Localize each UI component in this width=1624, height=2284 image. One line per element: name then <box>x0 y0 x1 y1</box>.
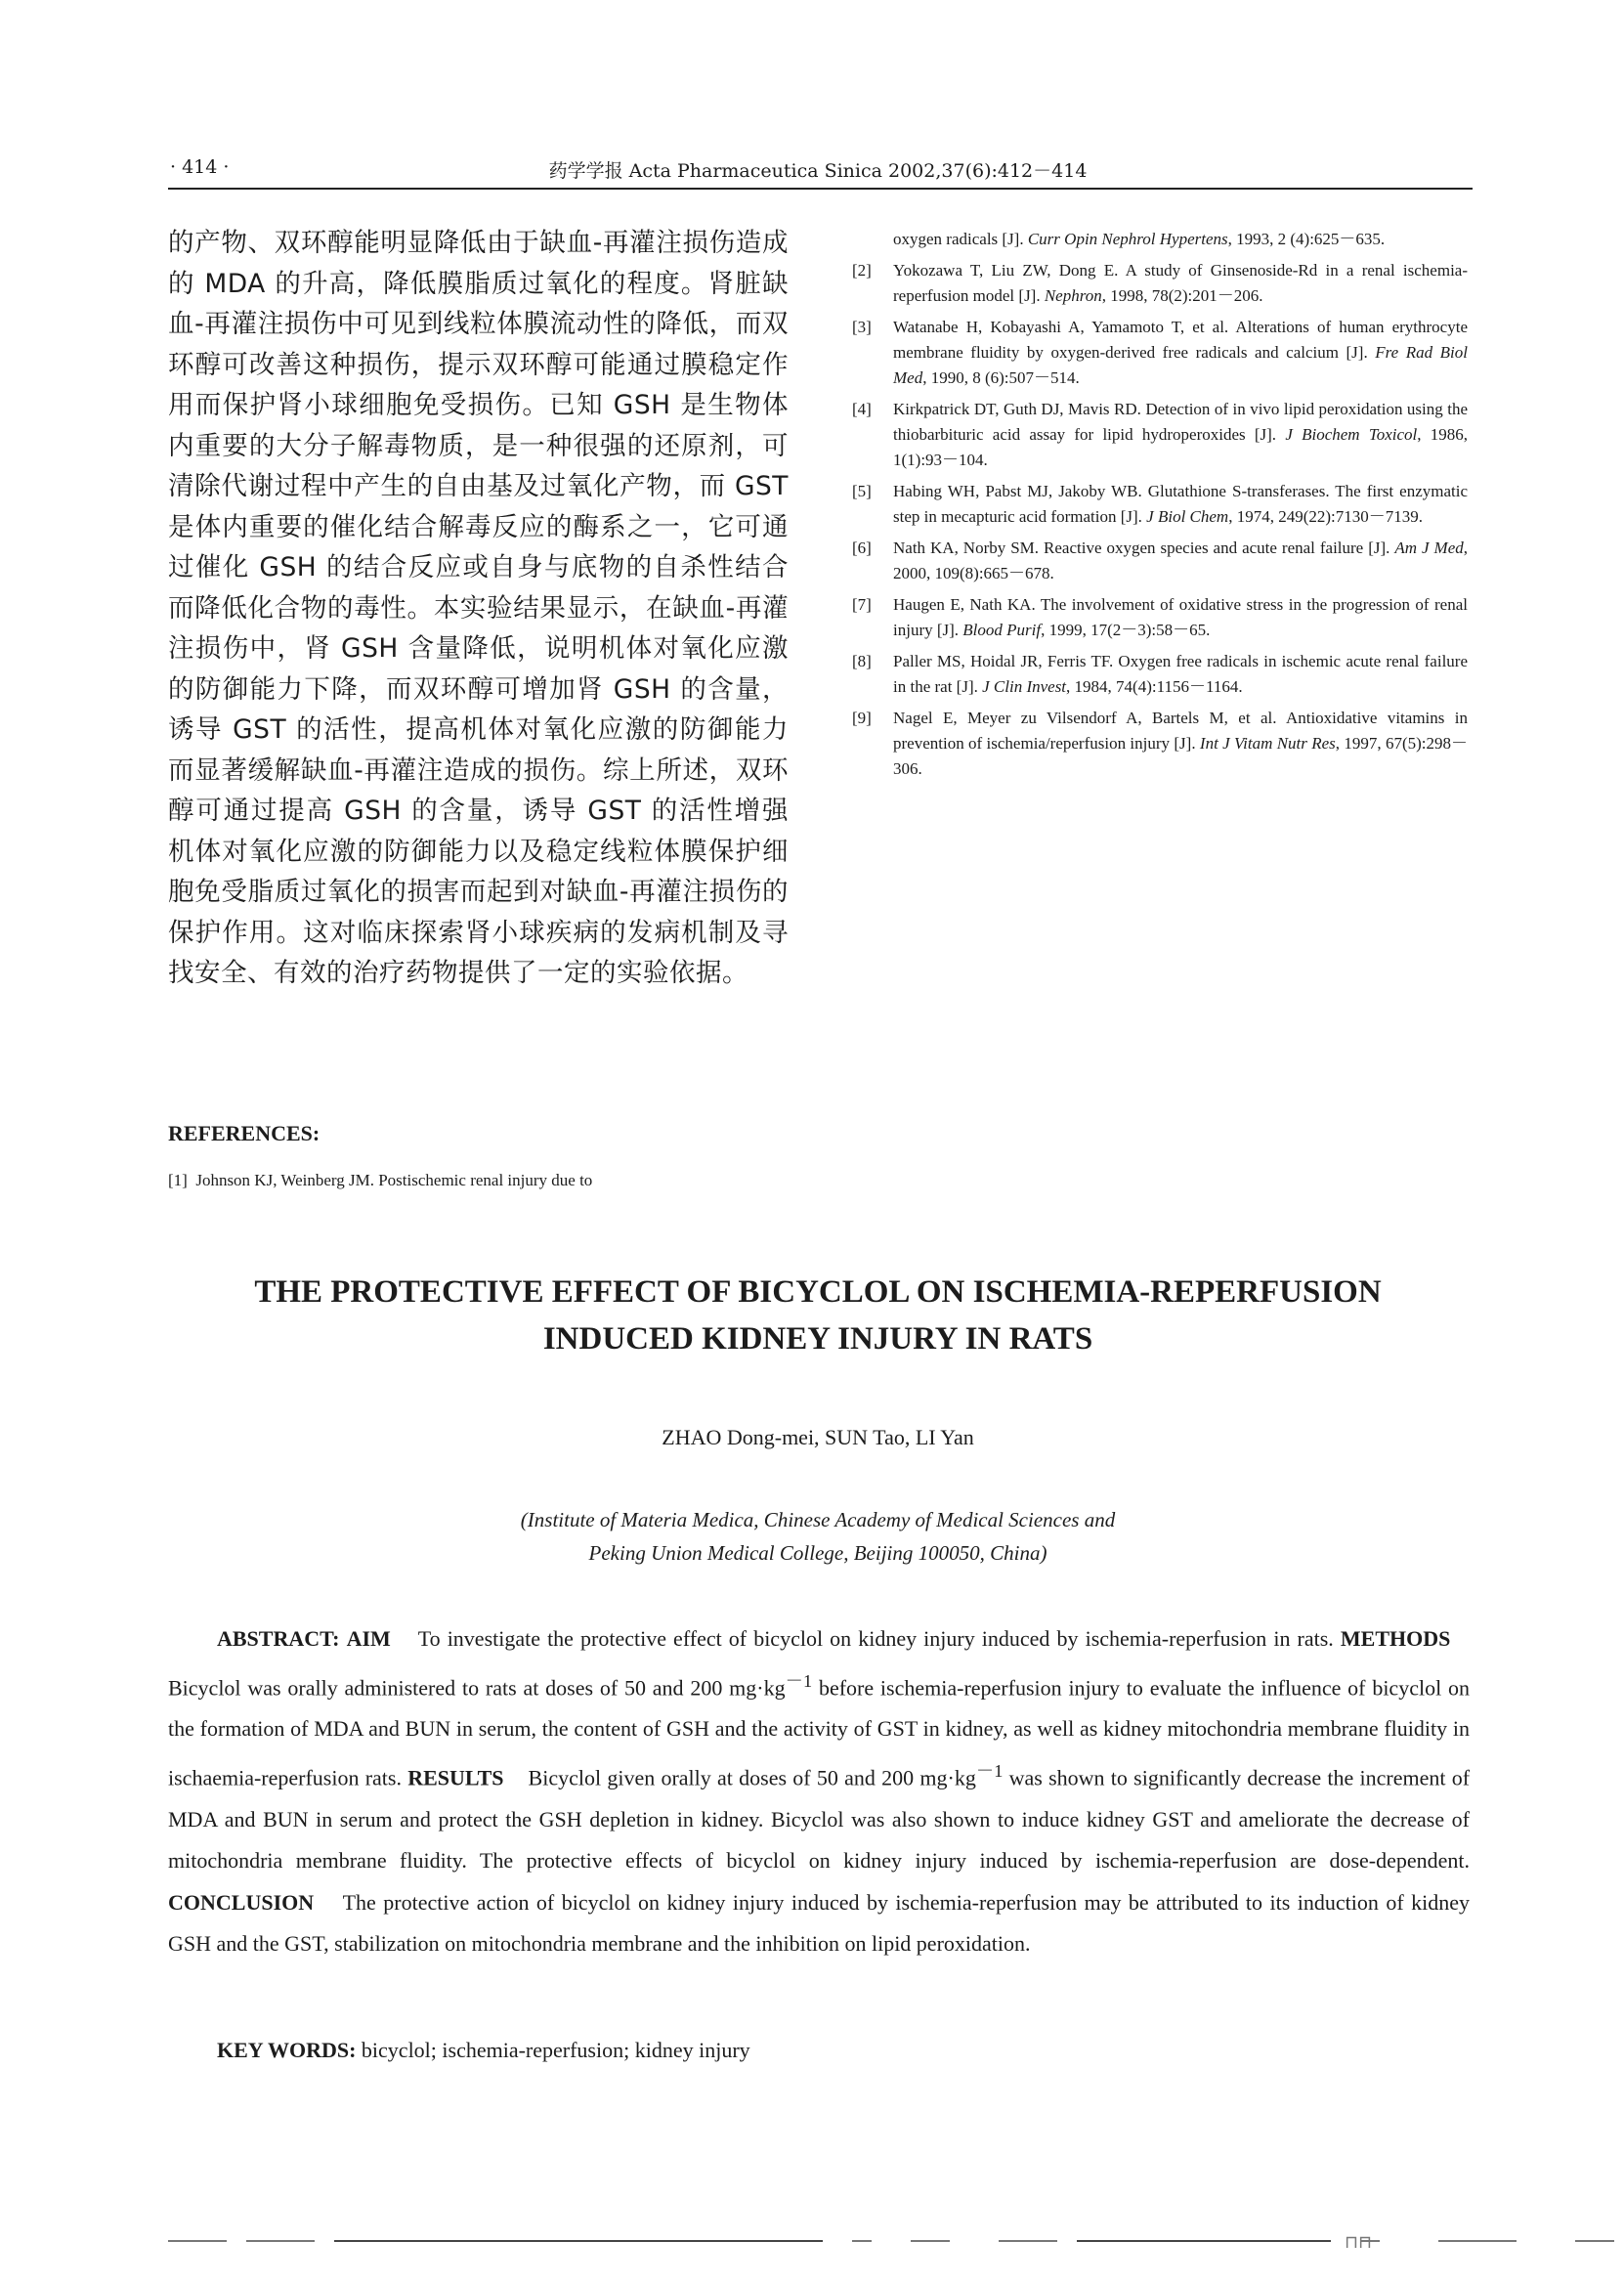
journal-name: J Biochem Toxicol <box>1285 425 1418 444</box>
reference-item <box>852 315 1468 391</box>
results-text-cont: was shown to significantly decrease the increment of MDA and BUN in serum and protect the GSH depletion in kidney. Bicyclol was also shown to induce kidney GST and ameliorate the decrease of mitochondria membrane fluidity. The protective effects of bicyclol on kidney injury induced by ischemia-reperfusion are dose-dependent. <box>168 1765 1471 1874</box>
reference-citation: , 2000, 109(8):665－678. <box>893 539 1469 582</box>
reference-text: Paller MS, Hoidal JR, Ferris TF. Oxygen free radicals in ischemic acute renal failure in the rat [J]. <box>893 652 1468 696</box>
running-header <box>168 156 1468 186</box>
reference-citation: , 1974, 249(22):7130－7139. <box>1228 507 1424 526</box>
reference-number: [1] <box>168 1171 188 1189</box>
reference-1-start <box>168 1171 793 1190</box>
reference-citation: , 1986, 1(1):93－104. <box>893 425 1469 469</box>
reference-item <box>852 397 1468 473</box>
references-heading: REFERENCES: <box>168 1121 321 1145</box>
keywords <box>217 2038 750 2063</box>
results-text: Bicyclol given orally at doses of 50 and 200 mg·kg <box>528 1765 976 1790</box>
keywords-label: KEY WORDS: <box>217 2038 357 2062</box>
reference-citation: , 1990, 8 (6):507－514. <box>922 368 1080 387</box>
reference-list <box>852 258 1468 782</box>
journal-name: Fre Rad Biol Med <box>893 343 1468 387</box>
reference-text: Nagel E, Meyer zu Vilsendorf A, Bartels M, et al. Antioxidative vitamins in prevention of ischemia/reperfusion injury [J]. <box>893 709 1468 753</box>
reference-citation: , 1998, 78(2):201－206. <box>1101 286 1263 305</box>
journal-name: Curr Opin Nephrol Hypertens <box>1027 230 1228 248</box>
reference-item <box>852 258 1468 309</box>
reference-citation: , 1997, 67(5):298－306. <box>893 734 1469 778</box>
aim-text: To investigate the protective effect of bicyclol on kidney injury induced by ischemia-reperfusion in rats. <box>417 1626 1334 1651</box>
abstract-label: ABSTRACT: <box>217 1626 340 1651</box>
reference-item <box>852 706 1468 782</box>
conclusion-text: The protective action of bicyclol on kidney injury induced by ischemia-reperfusion may be attributed to its induction of kidney GSH and the GST, stabilization on mitochondria membrane and the inhibition on lipid peroxidation. <box>168 1889 1470 1957</box>
journal-name: Int J Vitam Nutr Res <box>1199 734 1336 753</box>
reference-text: Habing WH, Pabst MJ, Jakoby WB. Glutathione S-transferases. The first enzymatic step in mecapturic acid formation [J]. <box>893 482 1468 526</box>
reference-item <box>852 479 1468 530</box>
reference-text: Yokozawa T, Liu ZW, Dong E. A study of Ginsenoside-Rd in a renal ischemia-reperfusion model [J]. <box>893 261 1468 305</box>
reference-1-continuation: oxygen radicals [J]. Curr Opin Nephrol Hypertens, 1993, 2 (4):625－635. <box>893 230 1386 248</box>
scan-mark: ⊓⊓ <box>1345 2232 1373 2252</box>
reference-number: [7] <box>852 595 872 614</box>
methods-text: Bicyclol was orally administered to rats at doses of 50 and 200 mg·kg <box>168 1674 786 1700</box>
page-number: · 414 · <box>170 156 230 178</box>
journal-name: Blood Purif <box>962 621 1042 639</box>
article-title: THE PROTECTIVE EFFECT OF BICYCLOL ON ISCHEMIA-REPERFUSION INDUCED KIDNEY INJURY IN RATS <box>254 1274 1382 1357</box>
reference-item <box>852 592 1468 643</box>
journal-name: Am J Med <box>1394 539 1464 557</box>
reference-item <box>852 536 1468 586</box>
keywords-text: bicyclol; ischemia-reperfusion; kidney injury <box>361 2038 750 2062</box>
reference-text: Watanabe H, Kobayashi A, Yamamoto T, et al. Alterations of human erythrocyte membrane fluidity by oxygen-derived free radicals and calcium [J]. <box>893 318 1468 362</box>
reference-number: [6] <box>852 539 872 557</box>
journal-name: J Clin Invest <box>982 677 1067 696</box>
unit-superscript: －1 <box>975 1760 1004 1781</box>
header-rule <box>168 188 1473 190</box>
reference-number: [9] <box>852 709 872 727</box>
methods-label: METHODS <box>1340 1626 1451 1651</box>
body-paragraph-chinese: 的产物、双环醇能明显降低由于缺血-再灌注损伤造成的 MDA 的升高，降低膜脂质过氧化的程度。肾脏缺血-再灌注损伤中可见到线粒体膜流动性的降低，而双环醇可改善这种损伤，提示双环醇可能通过膜稳定作用而保护肾小球细胞免受损伤。已知 GSH 是生物体内重要的大分子解毒物质，是一种很强的还原剂，可清除代谢过程中产生的自由基及过氧化产物，而 GST 是体内重要的催化结合解毒反应的酶系之一，它可通过催化 GSH 的结合反应或自身与底物的自杀性结合而降低化合物的毒性。本实验结果显示，在缺血-再灌注损伤中，肾 GSH 含量降低，说明机体对氧化应激的防御能力下降，而双环醇可增加肾 GSH 的含量，诱导 GST 的活性，提高机体对氧化应激的防御能力而显著缓解缺血-再灌注造成的损伤。综上所述，双环醇可通过提高 GSH 的含量，诱导 GST 的活性增强机体对氧化应激的防御能力以及稳定线粒体膜保护细胞免受脂质过氧化的损害而起到对缺血-再灌注损伤的保护作用。这对临床探索肾小球疾病的发病机制及寻找安全、有效的治疗药物提供了一定的实验依据。 <box>168 228 789 988</box>
journal-name: Nephron <box>1044 286 1102 305</box>
reference-text: Haugen E, Nath KA. The involvement of oxidative stress in the progression of renal injury [J]. <box>893 595 1468 639</box>
right-column-references <box>852 227 1468 788</box>
reference-number: [2] <box>852 261 872 280</box>
reference-citation: , 1984, 74(4):1156－1164. <box>1066 677 1243 696</box>
abstract-paragraph <box>168 1618 1470 1965</box>
unit-superscript: －1 <box>785 1670 813 1691</box>
aim-label: AIM <box>346 1626 391 1651</box>
methods-text-cont: before ischemia-reperfusion injury to evaluate the influence of bicyclol on the formation of MDA and BUN in serum, the content of GSH and the activity of GST in kidney, as well as kidney mitochondria membrane fluidity in ischaemia-reperfusion rats. <box>168 1674 1470 1790</box>
journal-citation: 药学学报 Acta Pharmaceutica Sinica 2002,37(6):412－414 <box>548 160 1088 182</box>
reference-text: Kirkpatrick DT, Guth DJ, Mavis RD. Detection of in vivo lipid peroxidation using the thiobarbituric acid assay for lipid hydroperoxides [J]. <box>893 400 1468 444</box>
results-label: RESULTS <box>407 1765 504 1790</box>
left-column <box>168 223 789 994</box>
author-list: ZHAO Dong-mei, SUN Tao, LI Yan <box>662 1425 974 1449</box>
reference-text: Nath KA, Norby SM. Reactive oxygen species and acute renal failure [J]. <box>893 539 1390 557</box>
reference-number: [3] <box>852 318 872 336</box>
reference-number: [8] <box>852 652 872 670</box>
journal-name: J Biol Chem <box>1146 507 1229 526</box>
affiliation: (Institute of Materia Medica, Chinese Academy of Medical Sciences and Peking Union Medical College, Beijing 100050, China) <box>520 1508 1116 1565</box>
reference-citation: , 1999, 17(2－3):58－65. <box>1041 621 1211 639</box>
bottom-scan-line <box>168 2240 1468 2244</box>
conclusion-label: CONCLUSION <box>168 1889 315 1915</box>
reference-number: [5] <box>852 482 872 500</box>
reference-item <box>852 649 1468 700</box>
reference-number: [4] <box>852 400 872 418</box>
reference-text: Johnson KJ, Weinberg JM. Postischemic renal injury due to <box>195 1171 593 1189</box>
